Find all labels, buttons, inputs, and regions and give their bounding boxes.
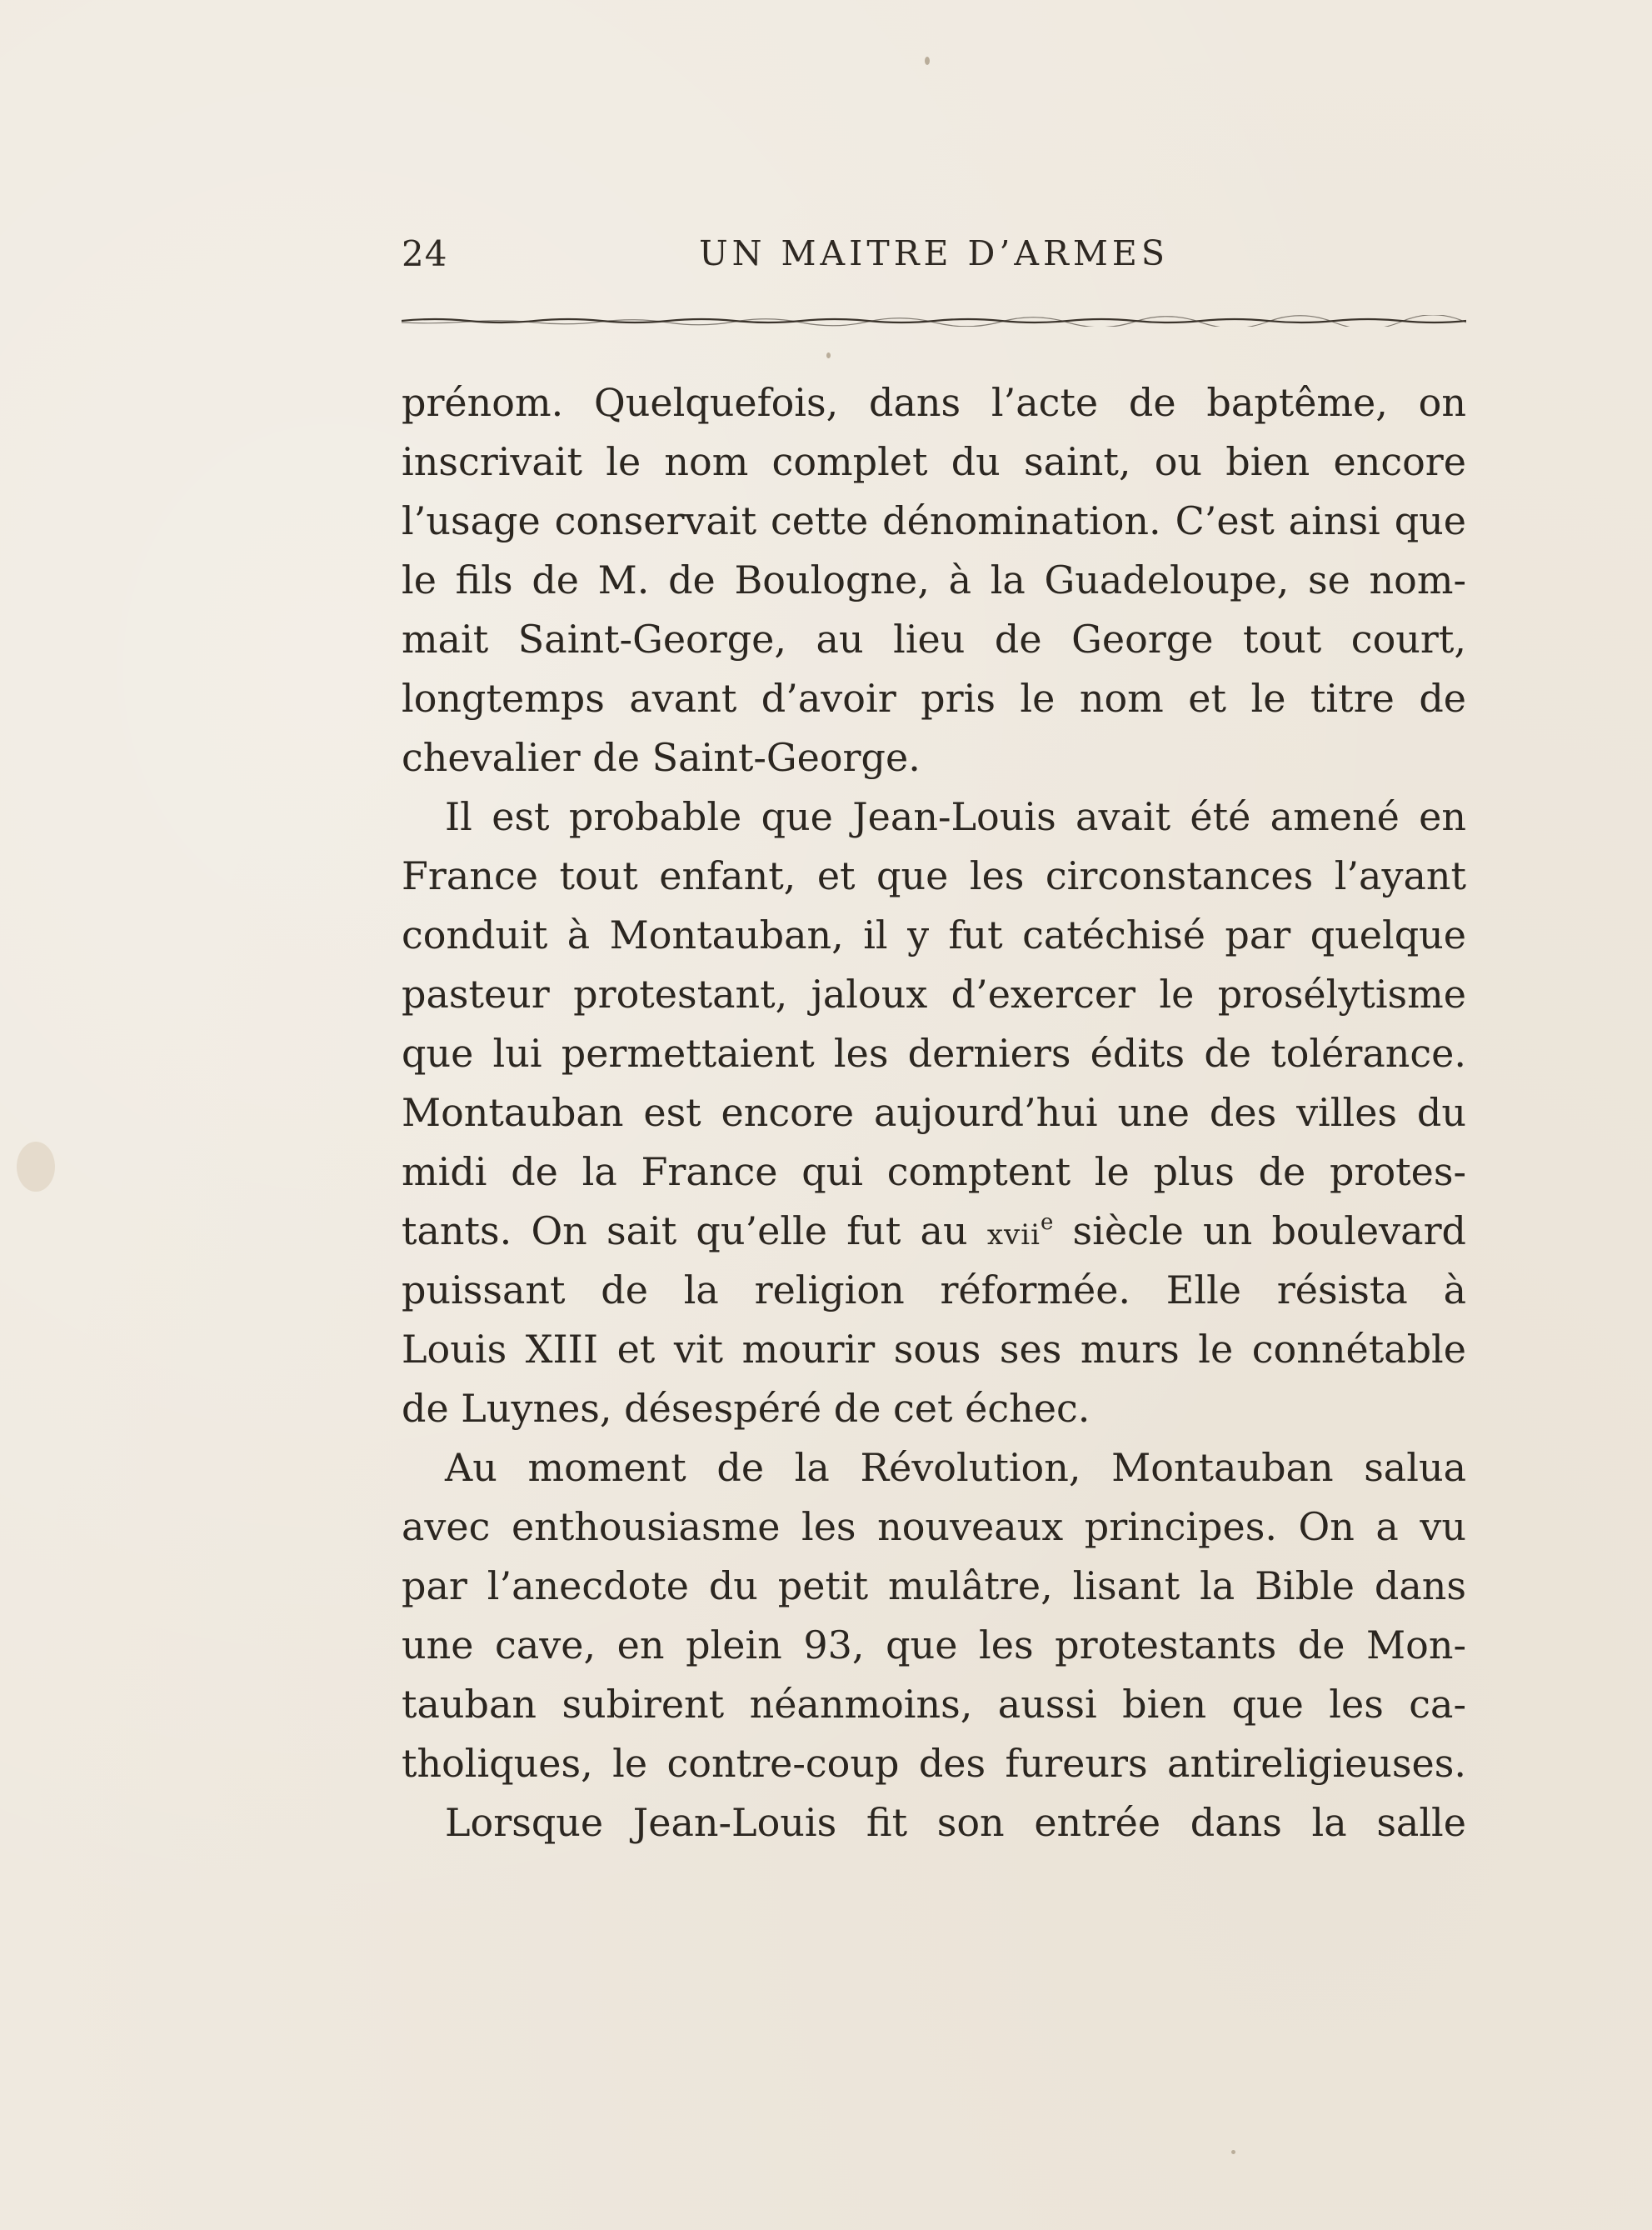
text-line: tholiques, le contre-coup des fureurs antireligieuses. (402, 1741, 1466, 1786)
text-line: Au moment de la Révolution, Montauban salua (445, 1445, 1466, 1490)
page-header (402, 233, 1466, 283)
text-line: pasteur protestant, jaloux d’exercer le prosélytisme (402, 972, 1466, 1017)
text-line: inscrivait le nom complet du saint, ou bien encore (402, 439, 1466, 484)
paper-speck (925, 57, 930, 65)
text-line: Montauban est encore aujourd’hui une des villes du (402, 1090, 1466, 1135)
text-line: midi de la France qui comptent le plus de protes- (402, 1149, 1466, 1194)
text-segment: siècle un boulevard (1053, 1208, 1466, 1253)
text-line: l’usage conservait cette dénomination. C’est ainsi que (402, 498, 1466, 543)
text-line: avec enthousiasme les nouveaux principes. On a vu (402, 1504, 1466, 1549)
text-line: par l’anecdote du petit mulâtre, lisant la Bible dans (402, 1563, 1466, 1608)
text-line: puissant de la religion réformée. Elle résista à (402, 1268, 1466, 1312)
text-line (402, 1202, 1466, 1261)
text-segment: tants. On sait qu’elle fut au (402, 1208, 987, 1253)
text-line: de Luynes, désespéré de cet échec. (402, 1386, 1091, 1431)
body-text (402, 373, 1466, 1852)
text-line: le fils de M. de Boulogne, à la Guadeloupe, se nom- (402, 558, 1466, 602)
paper-speck (826, 352, 831, 358)
page-number: 24 (402, 233, 448, 274)
century-numeral: xvii (986, 1218, 1041, 1252)
superscript: e (1040, 1210, 1054, 1235)
text-line: Il est probable que Jean-Louis avait été amené en (445, 794, 1466, 839)
text-line: chevalier de Saint-George. (402, 735, 921, 780)
text-line: longtemps avant d’avoir pris le nom et le titre de (402, 676, 1466, 721)
header-rule (402, 315, 1466, 327)
text-line: Louis XIII et vit mourir sous ses murs le connétable (402, 1327, 1466, 1372)
text-line: France tout enfant, et que les circonstances l’ayant (402, 853, 1466, 898)
text-line: que lui permettaient les derniers édits de tolérance. (402, 1031, 1466, 1076)
paper-speck (17, 1142, 55, 1192)
text-line: prénom. Quelquefois, dans l’acte de baptême, on (402, 380, 1466, 425)
text-line: Lorsque Jean-Louis fit son entrée dans la salle (445, 1800, 1466, 1845)
running-title: UN MAITRE D’ARMES (699, 233, 1169, 273)
text-line: conduit à Montauban, il y fut catéchisé par quelque (402, 912, 1466, 958)
text-line: une cave, en plein 93, que les protestants de Mon- (402, 1622, 1466, 1668)
paper-speck (1231, 2150, 1235, 2154)
text-line: mait Saint-George, au lieu de George tout court, (402, 617, 1466, 662)
text-line: tauban subirent néanmoins, aussi bien que les ca- (402, 1682, 1466, 1727)
